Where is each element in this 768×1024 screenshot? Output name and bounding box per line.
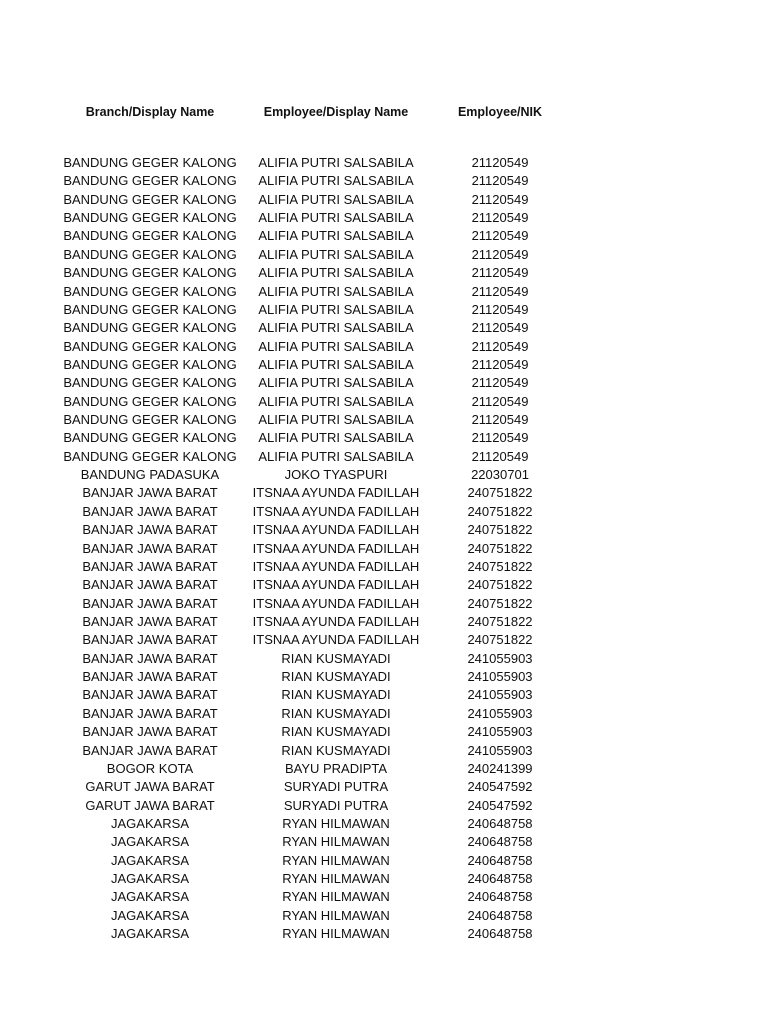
employee-nik-cell: 240648758 [467, 889, 533, 905]
table-row [0, 852, 768, 870]
employee-nik-cell: 21120549 [471, 430, 529, 446]
branch-cell: JAGAKARSA [110, 834, 190, 850]
employee-nik-cell: 21120549 [471, 173, 529, 189]
branch-cell: JAGAKARSA [110, 871, 190, 887]
employee-name-cell: ALIFIA PUTRI SALSABILA [258, 320, 414, 336]
employee-nik-cell: 240751822 [467, 522, 533, 538]
employee-name-cell: SURYADI PUTRA [283, 797, 389, 813]
branch-cell: BANJAR JAWA BARAT [82, 503, 218, 519]
table-row [0, 154, 768, 172]
employee-nik-cell: 241055903 [467, 687, 533, 703]
branch-cell: BANDUNG GEGER KALONG [63, 375, 237, 391]
employee-name-cell: ALIFIA PUTRI SALSABILA [258, 338, 414, 354]
employee-nik-cell: 241055903 [467, 705, 533, 721]
branch-cell: BANDUNG GEGER KALONG [63, 338, 237, 354]
branch-cell: BANDUNG GEGER KALONG [63, 412, 237, 428]
employee-nik-cell: 240751822 [467, 577, 533, 593]
header-employee-display-name: Employee/Display Name [263, 105, 409, 119]
employee-nik-cell: 240547592 [467, 797, 533, 813]
branch-cell: BANJAR JAWA BARAT [82, 485, 218, 501]
table-row [0, 503, 768, 521]
branch-cell: BANJAR JAWA BARAT [82, 742, 218, 758]
table-row [0, 484, 768, 502]
branch-cell: BANJAR JAWA BARAT [82, 724, 218, 740]
table-row [0, 246, 768, 264]
branch-cell: JAGAKARSA [110, 815, 190, 831]
employee-nik-cell: 240751822 [467, 485, 533, 501]
employee-name-cell: ALIFIA PUTRI SALSABILA [258, 356, 414, 372]
employee-nik-cell: 21120549 [471, 356, 529, 372]
branch-cell: BANDUNG GEGER KALONG [63, 448, 237, 464]
branch-cell: BANDUNG GEGER KALONG [63, 301, 237, 317]
table-row [0, 227, 768, 245]
table-row [0, 723, 768, 741]
employee-name-cell: ALIFIA PUTRI SALSABILA [258, 173, 414, 189]
employee-name-cell: RIAN KUSMAYADI [281, 650, 391, 666]
branch-cell: BANDUNG GEGER KALONG [63, 246, 237, 262]
table-row [0, 448, 768, 466]
employee-name-cell: ITSNAA AYUNDA FADILLAH [252, 540, 420, 556]
employee-nik-cell: 240751822 [467, 503, 533, 519]
employee-nik-cell: 240648758 [467, 852, 533, 868]
table-row [0, 172, 768, 190]
table-row [0, 907, 768, 925]
employee-name-cell: ALIFIA PUTRI SALSABILA [258, 191, 414, 207]
branch-cell: JAGAKARSA [110, 889, 190, 905]
employee-name-cell: ALIFIA PUTRI SALSABILA [258, 448, 414, 464]
employee-nik-cell: 240751822 [467, 558, 533, 574]
branch-cell: BANDUNG GEGER KALONG [63, 265, 237, 281]
employee-name-cell: ALIFIA PUTRI SALSABILA [258, 375, 414, 391]
branch-cell: BANDUNG GEGER KALONG [63, 155, 237, 170]
employee-name-cell: ITSNAA AYUNDA FADILLAH [252, 485, 420, 501]
table-row [0, 264, 768, 282]
branch-cell: JAGAKARSA [110, 926, 190, 942]
employee-name-cell: RYAN HILMAWAN [282, 815, 390, 831]
employee-nik-cell: 240751822 [467, 540, 533, 556]
employee-name-cell: ITSNAA AYUNDA FADILLAH [252, 558, 420, 574]
branch-cell: JAGAKARSA [110, 907, 190, 923]
employee-nik-cell: 241055903 [467, 742, 533, 758]
employee-nik-cell: 21120549 [471, 210, 529, 226]
table-row [0, 815, 768, 833]
employee-nik-cell: 240547592 [467, 779, 533, 795]
branch-cell: BANJAR JAWA BARAT [82, 522, 218, 538]
table-row [0, 613, 768, 631]
employee-name-cell: ALIFIA PUTRI SALSABILA [258, 228, 414, 244]
table-row [0, 888, 768, 906]
branch-cell: BANJAR JAWA BARAT [82, 540, 218, 556]
employee-nik-cell: 240648758 [467, 834, 533, 850]
table-row [0, 356, 768, 374]
employee-name-cell: ITSNAA AYUNDA FADILLAH [252, 577, 420, 593]
employee-nik-cell: 240241399 [467, 760, 533, 776]
header-employee-nik: Employee/NIK [457, 105, 543, 119]
table-row [0, 650, 768, 668]
employee-name-cell: ALIFIA PUTRI SALSABILA [258, 283, 414, 299]
table-row [0, 540, 768, 558]
branch-cell: BANDUNG GEGER KALONG [63, 356, 237, 372]
table-row [0, 209, 768, 227]
employee-nik-cell: 21120549 [471, 412, 529, 428]
branch-cell: BANJAR JAWA BARAT [82, 558, 218, 574]
employee-name-cell: RYAN HILMAWAN [282, 907, 390, 923]
employee-nik-cell: 21120549 [471, 448, 529, 464]
employee-name-cell: ALIFIA PUTRI SALSABILA [258, 393, 414, 409]
branch-cell: BANDUNG GEGER KALONG [63, 320, 237, 336]
branch-cell: BANDUNG GEGER KALONG [63, 210, 237, 226]
employee-name-cell: ITSNAA AYUNDA FADILLAH [252, 522, 420, 538]
employee-name-cell: RIAN KUSMAYADI [281, 742, 391, 758]
branch-cell: BANJAR JAWA BARAT [82, 595, 218, 611]
employee-name-cell: ITSNAA AYUNDA FADILLAH [252, 613, 420, 629]
employee-nik-cell: 21120549 [471, 320, 529, 336]
table-row [0, 686, 768, 704]
employee-name-cell: ITSNAA AYUNDA FADILLAH [252, 632, 420, 648]
table-row [0, 778, 768, 796]
branch-cell: BANDUNG GEGER KALONG [63, 173, 237, 189]
branch-cell: GARUT JAWA BARAT [85, 797, 215, 813]
header-branch-display-name: Branch/Display Name [85, 105, 215, 119]
employee-name-cell: ALIFIA PUTRI SALSABILA [258, 155, 414, 170]
branch-cell: BOGOR KOTA [106, 760, 194, 776]
employee-name-cell: RIAN KUSMAYADI [281, 669, 391, 685]
table-row [0, 558, 768, 576]
table-row [0, 191, 768, 209]
employee-name-cell: RIAN KUSMAYADI [281, 705, 391, 721]
table-row [0, 705, 768, 723]
employee-name-cell: RYAN HILMAWAN [282, 926, 390, 942]
employee-name-cell: JOKO TYASPURI [284, 467, 388, 483]
table-row [0, 301, 768, 319]
table-row [0, 521, 768, 539]
branch-cell: BANDUNG GEGER KALONG [63, 283, 237, 299]
branch-cell: BANJAR JAWA BARAT [82, 613, 218, 629]
employee-nik-cell: 21120549 [471, 338, 529, 354]
table-row [0, 797, 768, 815]
branch-cell: BANJAR JAWA BARAT [82, 669, 218, 685]
employee-nik-cell: 240751822 [467, 595, 533, 611]
table-row [0, 925, 768, 943]
employee-nik-cell: 21120549 [471, 265, 529, 281]
branch-cell: BANJAR JAWA BARAT [82, 577, 218, 593]
employee-nik-cell: 21120549 [471, 375, 529, 391]
employee-nik-cell: 240648758 [467, 815, 533, 831]
employee-name-cell: ITSNAA AYUNDA FADILLAH [252, 503, 420, 519]
branch-cell: BANDUNG GEGER KALONG [63, 191, 237, 207]
table-row [0, 466, 768, 484]
table-row [0, 742, 768, 760]
employee-name-cell: BAYU PRADIPTA [284, 760, 388, 776]
employee-name-cell: RYAN HILMAWAN [282, 834, 390, 850]
employee-nik-cell: 240648758 [467, 871, 533, 887]
branch-cell: JAGAKARSA [110, 852, 190, 868]
branch-cell: BANDUNG PADASUKA [80, 467, 220, 483]
table-row [0, 833, 768, 851]
table-row [0, 760, 768, 778]
employee-name-cell: SURYADI PUTRA [283, 779, 389, 795]
employee-nik-cell: 21120549 [471, 246, 529, 262]
employee-name-cell: RYAN HILMAWAN [282, 852, 390, 868]
employee-name-cell: RIAN KUSMAYADI [281, 687, 391, 703]
employee-nik-cell: 241055903 [467, 650, 533, 666]
employee-nik-cell: 21120549 [471, 301, 529, 317]
table-body [0, 154, 768, 943]
employee-nik-cell: 21120549 [471, 393, 529, 409]
branch-cell: BANJAR JAWA BARAT [82, 650, 218, 666]
employee-name-cell: ALIFIA PUTRI SALSABILA [258, 210, 414, 226]
employee-nik-cell: 21120549 [471, 228, 529, 244]
branch-cell: GARUT JAWA BARAT [85, 779, 215, 795]
table-row [0, 319, 768, 337]
employee-name-cell: RIAN KUSMAYADI [281, 724, 391, 740]
employee-nik-cell: 240648758 [467, 907, 533, 923]
branch-cell: BANJAR JAWA BARAT [82, 687, 218, 703]
table-row [0, 374, 768, 392]
table-row [0, 411, 768, 429]
table-header [0, 103, 768, 123]
employee-name-cell: ALIFIA PUTRI SALSABILA [258, 265, 414, 281]
employee-name-cell: ITSNAA AYUNDA FADILLAH [252, 595, 420, 611]
employee-name-cell: RYAN HILMAWAN [282, 871, 390, 887]
table-row [0, 576, 768, 594]
table-row [0, 668, 768, 686]
employee-nik-cell: 240751822 [467, 613, 533, 629]
branch-cell: BANDUNG GEGER KALONG [63, 228, 237, 244]
employee-nik-cell: 21120549 [471, 191, 529, 207]
table-row [0, 393, 768, 411]
table-row [0, 631, 768, 649]
employee-name-cell: ALIFIA PUTRI SALSABILA [258, 412, 414, 428]
table-row [0, 283, 768, 301]
employee-name-cell: ALIFIA PUTRI SALSABILA [258, 246, 414, 262]
employee-name-cell: ALIFIA PUTRI SALSABILA [258, 430, 414, 446]
employee-nik-cell: 21120549 [471, 155, 529, 170]
branch-cell: BANJAR JAWA BARAT [82, 632, 218, 648]
branch-cell: BANDUNG GEGER KALONG [63, 393, 237, 409]
employee-name-cell: ALIFIA PUTRI SALSABILA [258, 301, 414, 317]
table-row [0, 429, 768, 447]
employee-nik-cell: 240751822 [467, 632, 533, 648]
employee-nik-cell: 21120549 [471, 283, 529, 299]
employee-nik-cell: 241055903 [467, 724, 533, 740]
employee-nik-cell: 241055903 [467, 669, 533, 685]
table-row [0, 595, 768, 613]
branch-cell: BANDUNG GEGER KALONG [63, 430, 237, 446]
employee-nik-cell: 240648758 [467, 926, 533, 942]
table-row [0, 338, 768, 356]
branch-cell: BANJAR JAWA BARAT [82, 705, 218, 721]
table-row [0, 870, 768, 888]
employee-nik-cell: 22030701 [471, 467, 529, 483]
employee-name-cell: RYAN HILMAWAN [282, 889, 390, 905]
